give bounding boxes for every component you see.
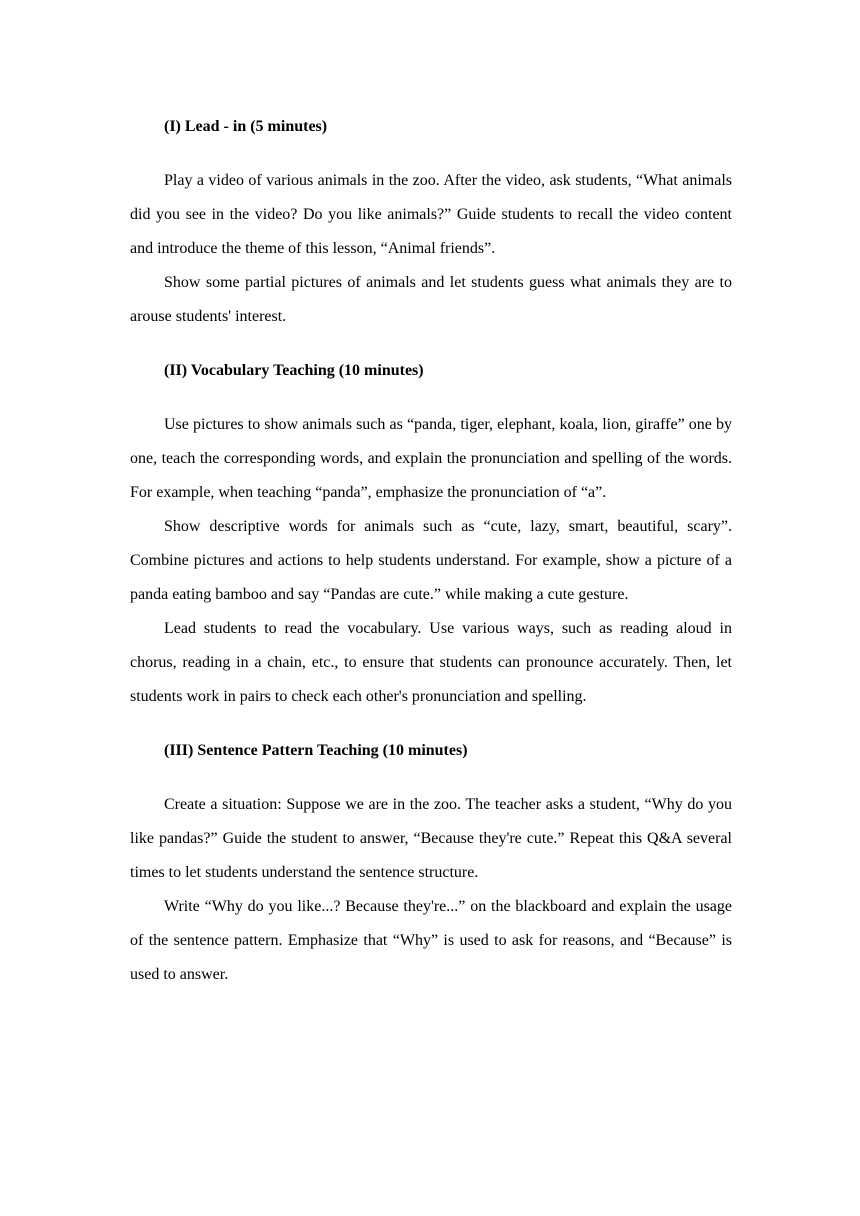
section-heading: (II) Vocabulary Teaching (10 minutes) xyxy=(164,362,424,379)
paragraph: Write “Why do you like...? Because they're...” on the blackboard and explain the usage of the sentence pattern. Emphasize that “Why” is used to ask for reasons, and “Because” is used to answer. xyxy=(130,898,732,983)
paragraph: Lead students to read the vocabulary. Use various ways, such as reading aloud in chorus, reading in a chain, etc., to ensure that students can pronounce accurately. Then, let students work in pairs to check each other's pronunciation and spelling. xyxy=(130,620,732,705)
paragraph: Play a video of various animals in the zoo. After the video, ask students, “What animals did you see in the video? Do you like animals?” Guide students to recall the video content and introduce the theme of this lesson, “Animal friends”. xyxy=(130,172,732,257)
section-lead-in xyxy=(130,110,732,334)
section-sentence-pattern-teaching xyxy=(130,734,732,992)
paragraph: Show some partial pictures of animals and let students guess what animals they are to arouse students' interest. xyxy=(130,274,732,325)
paragraph: Create a situation: Suppose we are in the zoo. The teacher asks a student, “Why do you like pandas?” Guide the student to answer, “Because they're cute.” Repeat this Q&A several times to let students understand the sentence structure. xyxy=(130,796,732,881)
section-vocabulary-teaching xyxy=(130,354,732,714)
paragraph: Use pictures to show animals such as “panda, tiger, elephant, koala, lion, giraffe” one by one, teach the corresponding words, and explain the pronunciation and spelling of the words. For example, when teaching “panda”, emphasize the pronunciation of “a”. xyxy=(130,416,732,501)
section-heading: (III) Sentence Pattern Teaching (10 minutes) xyxy=(164,742,468,759)
document-page xyxy=(130,110,732,992)
paragraph: Show descriptive words for animals such as “cute, lazy, smart, beautiful, scary”. Combine pictures and actions to help students understand. For example, show a picture of a panda eating bamboo and say “Pandas are cute.” while making a cute gesture. xyxy=(130,518,732,603)
section-heading: (I) Lead - in (5 minutes) xyxy=(164,118,328,135)
